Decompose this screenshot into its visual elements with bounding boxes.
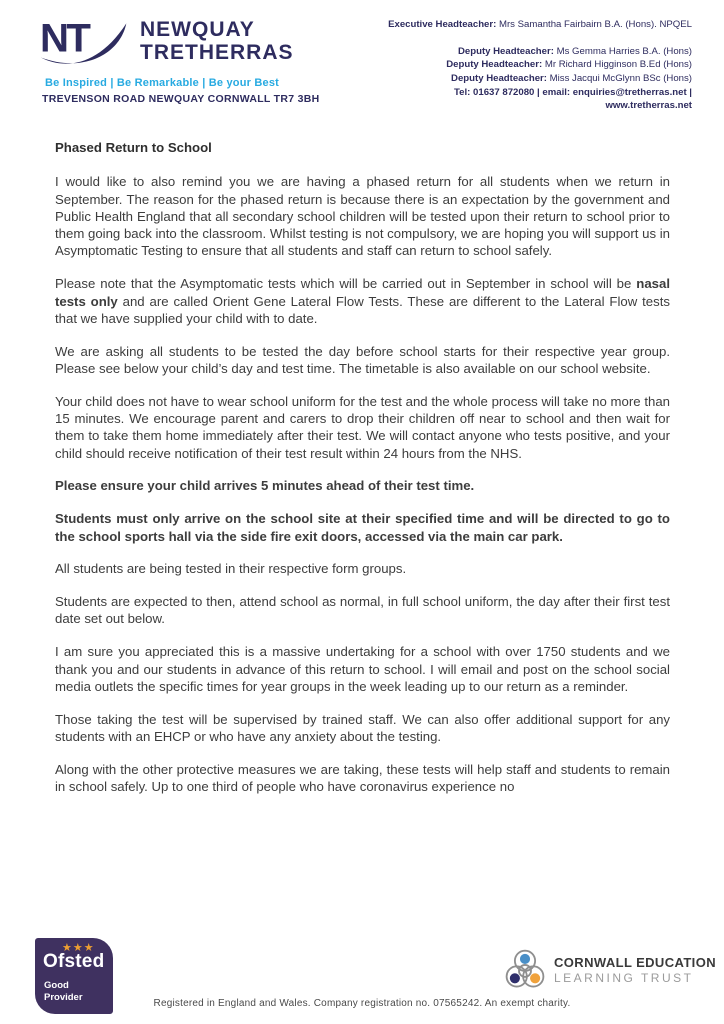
school-name: [140, 18, 294, 64]
letter-paragraph: Students are expected to then, attend school as normal, in full school uniform, the day after their first test date set out below.: [55, 594, 670, 627]
school-tagline: Be Inspired | Be Remarkable | Be your Best: [45, 77, 280, 89]
school-logo-row: [40, 14, 367, 72]
ofsted-brand: Ofsted: [43, 951, 105, 972]
staff-line: Deputy Headteacher: Ms Gemma Harries B.A. (Hons): [457, 45, 692, 57]
trust-name-line2: LEARNING TRUST: [554, 971, 694, 985]
letterhead-left: [40, 14, 367, 105]
ofsted-stars-icon: ★★★: [62, 942, 95, 954]
school-name-line1: NEWQUAY: [140, 18, 255, 41]
letter-paragraph: Students must only arrive on the school site at their specified time and will be directed to go to the school sports hall via the side fire exit doors, accessed via the main car park.: [55, 511, 670, 544]
trust-logo: [502, 945, 716, 995]
staff-line: Executive Headteacher: Mrs Samantha Fairbairn B.A. (Hons). NPQEL: [388, 19, 692, 30]
letter-paragraph: I would like to also remind you we are having a phased return for all students when we return in September. The reason for the phased return is because there is an expectation by the government and Public Health England that all secondary school children will be tested upon their return to school prior to them going back into the classroom. Whilst testing is not compulsory, we are hoping you will support us in Asymptomatic Testing to ensure that all students and staff can return to school safely.: [55, 174, 670, 259]
ofsted-rating-line2: Provider: [44, 991, 83, 1003]
letterhead: [40, 14, 692, 113]
letter-paragraph: Please note that the Asymptomatic tests which will be carried out in September in school will be nasal tests only and are called Orient Gene Lateral Flow Tests. These are different to the Lateral Flow tests that we have supplied your child with to date.: [55, 276, 670, 326]
letter-paragraph: Please ensure your child arrives 5 minutes ahead of their test time.: [55, 478, 475, 494]
letter-title: Phased Return to School: [55, 140, 212, 155]
svg-text:NT: NT: [40, 15, 89, 61]
letterhead-right: [367, 14, 692, 113]
trust-name: [554, 955, 716, 985]
registration-text: Registered in England and Wales. Company registration no. 07565242. An exempt charity.: [153, 998, 571, 1009]
ofsted-rating-line1: Good: [44, 980, 69, 991]
letter-paragraph: We are asking all students to be tested the day before school starts for their respective year group. Please see below your child’s day and test time. The timetable is also available on our school website.: [55, 343, 670, 376]
staff-line: Deputy Headteacher: Mr Richard Higginson B.Ed (Hons): [446, 59, 692, 70]
contact-line: Tel: 01637 872080 | email: enquiries@tretherras.net | www.tretherras.net: [454, 86, 692, 111]
letter-paragraph: All students are being tested in their respective form groups.: [55, 561, 407, 577]
letter-paragraph: Your child does not have to wear school uniform for the test and the whole process will take no more than 15 minutes. We encourage parent and carers to drop their children off near to school and then wait for them to take them home immediately after their test. We will contact anyone who tests positive, and your child should receive notification of their test result within 24 hours from the NHS.: [55, 393, 670, 461]
letter-paragraph: I am sure you appreciated this is a massive undertaking for a school with over 1750 students and we thank you and our students in advance of this return to school. I will email and post on the school social media outlets the specific times for year groups in the week leading up to our return as a reminder.: [55, 644, 670, 694]
trust-name-line1: CORNWALL EDUCATION: [554, 955, 716, 970]
staff-line: Deputy Headteacher: Miss Jacqui McGlynn BSc (Hons): [451, 72, 692, 84]
staff-list: [367, 18, 692, 85]
trust-knot-icon: [502, 945, 548, 995]
letter-paragraph: Along with the other protective measures we are taking, these tests will help staff and students to remain in school safely. Up to one third of people who have coronavirus experience no: [55, 761, 670, 795]
letter-body: [55, 173, 670, 795]
letter-main: [55, 139, 670, 811]
school-address: TREVENSON ROAD NEWQUAY CORNWALL TR7 3BH: [42, 93, 320, 105]
school-name-line2: TRETHERRAS: [140, 41, 294, 64]
letter-paragraph: Those taking the test will be supervised by trained staff. We can also offer additional support for any students with an EHCP or who have any anxiety about the testing.: [55, 711, 670, 744]
school-logo-icon: [40, 14, 134, 72]
